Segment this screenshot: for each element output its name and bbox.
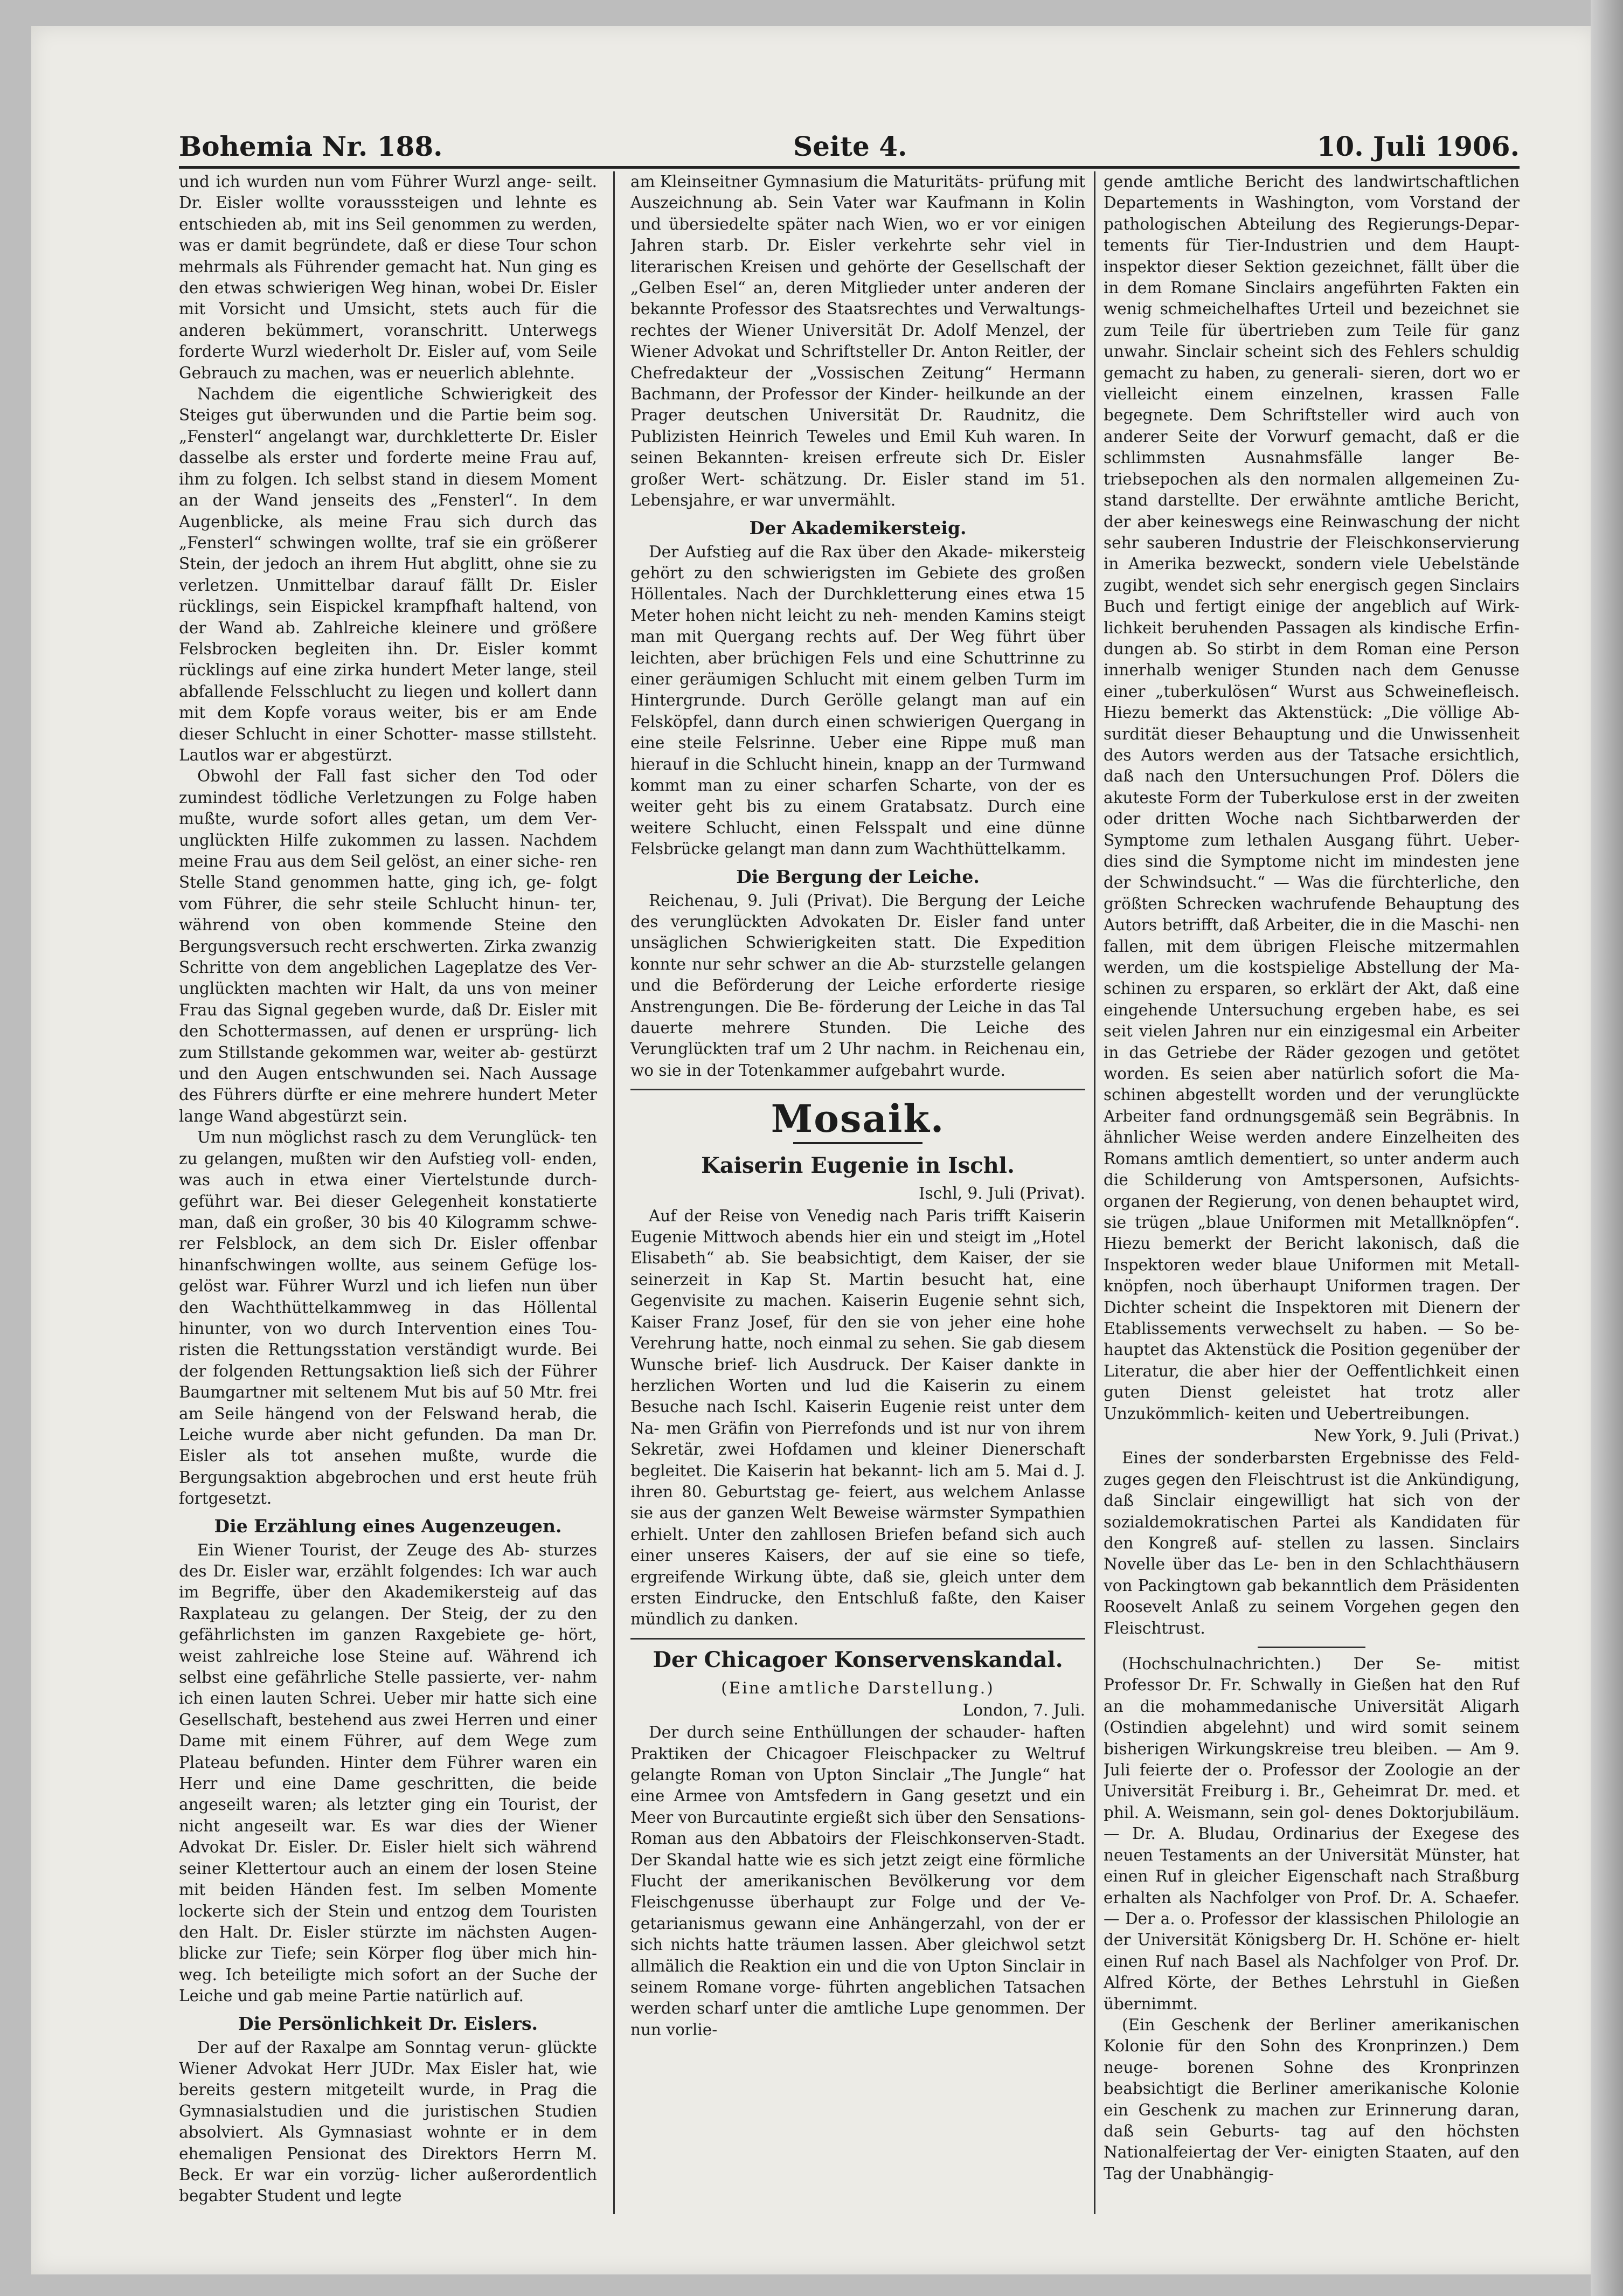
column-divider-2 — [1094, 171, 1095, 2214]
column-3 — [1104, 171, 1520, 2214]
paragraph: Auf der Reise von Venedig nach Paris trifft Kaiserin Eugenie Mittwoch abends hier ein und steigt im „Hotel Elisabeth“ ab. Sie beabsichtigt, dem Kaiser, der sie seinerzeit in Kap St. Martin besucht hat, eine Gegenvisite zu machen. Kaiserin Eugenie sehnt sich, Kaiser Franz Josef, für den sie von jeher eine hohe Verehrung hatte, noch einmal zu sehen. Sie gab diesem Wunsche brief- lich Ausdruck. Der Kaiser dankte in herzlichen Worten und lud die Kaiserin zu einem Besuche nach Ischl. Kaiserin Eugenie reist unter dem Na- men Gräfin von Pierrefonds und ist nur von ihrem Sekretär, zwei Hofdamen und kleiner Dienerschaft begleitet. Die Kaiserin hat bekannt- lich am 5. Mai d. J. ihren 80. Geburtstag ge- feiert, aus welchem Anlasse sie aus der ganzen Welt Beweise wärmster Sympathien erhielt. Unter den zahllosen Briefen befand sich auch einer unseres Kaisers, der auf sie eine so tiefe, ergreifende Wirkung übte, daß sie, gleich unter dem ersten Eindrucke, den Entschluß faßte, den Kaiser mündlich zu danken. — [630, 1206, 1085, 1629]
dateline: New York, 9. Juli (Privat.) — [1314, 1426, 1520, 1445]
paragraph: (Ein Geschenk der Berliner amerikanischen Kolonie für den Sohn des Kronprinzen.) Dem neuge- borenen Sohne des Kronprinzen beabsichtigt die Berliner amerikanische Kolonie ein Geschenk zu machen zur Erinnerung daran, daß sein Geburts- tag auf den höchsten Nationalfeiertag der Ver- einigten Staaten, auf den Tag der Unabhängig- — [1104, 2015, 1520, 2183]
column-1 — [179, 171, 597, 2214]
paragraph: Um nun möglichst rasch zu dem Verunglück- ten zu gelangen, mußten wir den Aufstieg voll- enden, was auch in etwa einer Viertelstunde durch- geführt war. Bei dieser Gelegenheit konstatierte man, daß ein großer, 30 bis 40 Kilogramm schwe- rer Felsblock, an dem sich Dr. Eisler offenbar hinanfschwingen wollte, aus seinem Gefüge los- gelöst war. Führer Wurzl und ich liefen nun über den Wachthüttelkammweg in das Höllental hinunter, von wo durch Intervention eines Tou- risten die Rettungsstation verständigt wurde. Bei der folgenden Rettungsaktion ließ sich der Führer Baumgartner mit seltenem Mut bis auf 50 Mtr. frei am Seile hängend von der Felswand herab, die Leiche wurde aber nicht gefunden. Da man Dr. Eisler als tot ansehen mußte, wurde die Bergungsaktion abgebrochen und erst heute früh fortgesetzt. — [179, 1128, 597, 1508]
column-2 — [630, 171, 1085, 2214]
paragraph: Der Aufstieg auf die Rax über den Akade- mikersteig gehört zu den schwierigsten im Gebiete des großen Höllentales. Nach der Durchkletterung eines etwa 15 Meter hohen nicht leicht zu neh- menden Kamins steigt man mit Quergang rechts auf. Der Weg führt über leichten, aber brüchigen Fels und eine Schuttrinne zu einer geräumigen Schlucht mit einem gelben Turm im Hintergrunde. Durch Gerölle gelangt man auf ein Felsköpfel, dann durch einen schwierigen Quergang in eine steile Felsrinne. Ueber eine Rippe muß man hierauf in die Schlucht hinein, knapp an der Turmwand kommt man zu einer scharfen Scharte, von der es weiter geht bis zu einem Gratabsatz. Durch eine weitere Schlucht, einen Felsspalt und eine dünne Felsbrücke gelangt man dann zum Wachthüttelkamm. — [630, 542, 1085, 859]
article-rule — [630, 1638, 1085, 1640]
paragraph: Nachdem die eigentliche Schwierigkeit des Steiges gut überwunden und die Partie beim sog. „Fensterl“ angelangt war, durchkletterte Dr. Eisler dasselbe als erster und forderte meine Frau auf, ihm zu folgen. Ich selbst stand in diesem Moment an der Wand jenseits des „Fensterl“. In dem Augenblicke, als meine Frau sich durch das „Fensterl“ schwingen wollte, traf sie ein größerer Stein, der jedoch an ihrem Hut abglitt, ohne sie zu verletzen. Unmittelbar darauf fällt Dr. Eisler rücklings, sein Eispickel krampfhaft haltend, von der Wand ab. Zahlreiche kleinere und größere Felsbrocken begleiten ihn. Dr. Eisler kommt rücklings auf eine zirka hundert Meter lange, steil abfallende Felsschlucht zu liegen und kollert dann mit dem Kopfe voraus weiter, bis er am Ende dieser Schlucht in einer Schotter- masse stillsteht. Lautlos war er abgestürzt. — [179, 385, 597, 764]
paragraph: Reichenau, 9. Juli (Privat). Die Bergung der Leiche des verunglückten Advokaten Dr. Eisler fand unter unsäglichen Schwierigkeiten statt. Die Expedition konnte nur sehr schwer an die Ab- sturzstelle gelangen und die Beförderung der Leiche erforderte riesige Anstrengungen. Die Be- förderung der Leiche in das Tal dauerte mehrere Stunden. Die Leiche des Verunglückten traf um 2 Uhr nachm. in Reichenau ein, wo sie in der Totenkammer aufgebahrt wurde. — [630, 891, 1085, 1080]
article-subtitle: (Eine amtliche Darstellung.) — [721, 1678, 995, 1697]
subheading-bergung: Die Bergung der Leiche. — [736, 866, 980, 887]
header-paper-name: Bohemia Nr. 188. — [179, 130, 443, 162]
paragraph: (Hochschulnachrichten.) Der Se- mitist Professor Dr. Fr. Schwally in Gießen hat den Ruf an die mohammedanische Universität Aligarh (Ostindien abgelehnt) und wird somit seinem bisherigen Wirkungskreise treu bleiben. — Am 9. Juli feierte der o. Professor der Zoologie an der Universität Freiburg i. Br., Geheimrat Dr. med. et phil. A. Weismann, sein gol- denes Doktorjubiläum. — Dr. A. Bludau, Ordinarius der Exegese des neuen Testaments an der Universität Münster, hat einen Ruf in gleicher Eigenschaft nach Straßburg erhalten als Nachfolger von Prof. Dr. A. Schaefer. — Der a. o. Professor der klassischen Philologie an der Universität Königsberg Dr. H. Schöne er- hielt einen Ruf nach Basel als Nachfolger von Prof. Dr. Alfred Körte, der Bethes Lehrstuhl in Gießen übernimmt. — [1104, 1655, 1520, 2013]
section-title-mosaik: Mosaik. — [771, 1096, 945, 1142]
section-underline — [793, 1142, 923, 1144]
header-rule — [179, 166, 1520, 169]
header-page-number: Seite 4. — [793, 130, 907, 162]
subheading-akademikersteig: Der Akademikersteig. — [749, 517, 967, 538]
subheading-personality: Die Persönlichkeit Dr. Eislers. — [238, 2013, 538, 2034]
paragraph: Ein Wiener Tourist, der Zeuge des Ab- sturzes des Dr. Eisler war, erzählt folgendes: Ich war auch im Begriffe, über den Akademikersteig auf das Raxplateau zu gelangen. Der Steig, der zu den gefährlichsten im ganzen Raxgebiete ge- hört, weist zahlreiche lose Steine auf. Während ich selbst eine gefährliche Stelle passierte, ver- nahm ich einen lauten Schrei. Ueber mir hatte sich eine Gesellschaft, bestehend aus zwei Herren und einer Dame mit einem Führer, auf dem Wege zum Plateau befunden. Hinter dem Führer waren ein Herr und eine Dame geschritten, die beide angeseilt waren; als letzter ging ein Tourist, der nicht angeseilt war. Es war dies der Wiener Advokat Dr. Eisler. Dr. Eisler hielt sich während seiner Klettertour auch an einem der losen Steine mit beiden Händen fest. Im selben Momente lockerte sich der Stein und entzog dem Touristen den Halt. Dr. Eisler stürzte im nächsten Augen- blicke zur Tiefe; sein Körper flog über mich hin- weg. Ich beteiligte mich sofort an der Suche der Leiche und gab meine Partie natürlich auf. — [179, 1540, 597, 2005]
page-edge — [1591, 0, 1623, 2296]
paragraph: Der auf der Raxalpe am Sonntag verun- glückte Wiener Advokat Herr JUDr. Max Eisler hat, wie bereits gestern mitgeteilt wurde, in Prag die Gymnasialstudien und die juristischen Studien absolviert. Als Gymnasiast wohnte er in dem ehemaligen Pensionat des Direktors Herrn M. Beck. Er war ein vorzüg- licher außerordentlich begabter Student und legte — [179, 2038, 597, 2205]
paragraph: Eines der sonderbarsten Ergebnisse des Feld- zuges gegen den Fleischtrust ist die Ankündigung, daß Sinclair eingewilligt hat sich von der sozialdemokratischen Partei als Kandidaten für den Kongreß auf- stellen zu lassen. Sinclairs Novelle über das Le- ben in den Schlachthäusern von Packingtown gab bekanntlich dem Präsidenten Roosevelt Anlaß zu seinem Vorgehen gegen den Fleischtrust. — [1104, 1449, 1520, 1637]
column-divider-1 — [613, 171, 615, 2214]
header-date: 10. Juli 1906. — [1316, 130, 1520, 162]
article-title-eugenie: Kaiserin Eugenie in Ischl. — [701, 1153, 1015, 1179]
paragraph: gende amtliche Bericht des landwirtschaftlichen Departements in Washington, vom Vorstand der pathologischen Abteilung des Regierungs-Depar- tements für Tier-Industrien und dem Haupt- inspektor dieser Sektion gezeichnet, fällt über die in dem Romane Sinclairs angeführten Fakten ein wenig schmeichelhaftes Urteil und bezeichnet sie zum Teile für übertrieben zum Teile für ganz unwahr. Sinclair scheint sich des Fehlers schuldig gemacht zu haben, zu generali- sieren, dort wo er vielleicht einem einzelnen, krassen Falle begegnete. Dem Schriftsteller wird auch von anderer Seite der Vorwurf gemacht, daß er die schlimmsten Ausnahmsfälle langer Be- triebsepochen als den normalen allgemeinen Zu- stand darstellte. Der erwähnte amtliche Bericht, der aber keineswegs eine Reinwaschung der nicht sehr sauberen Industrie der Fleischkonservierung in Amerika bezweckt, sondern viele Uebelstände zugibt, wendet sich sehr energisch gegen Sinclairs Buch und fertigt einige der angeblich auf Wirk- lichkeit beruhenden Passagen als kindische Erfin- dungen ab. So stirbt in dem Roman eine Person innerhalb weniger Stunden nach dem Genusse einer „tuberkulösen“ Wurst aus Schweinefleisch. Hiezu bemerkt das Aktenstück: „Die völlige Ab- surdität dieser Behauptung und die Unwissenheit des Autors werden aus der Tatsache ersichtlich, daß nach den Untersuchungen Prof. Dölers die akuteste Form der Tuberkulose erst in der zweiten oder dritten Woche nach Sichtbarwerden der Symptome zum lethalen Ausgang führt. Ueber- dies sind die Symptome nicht im mindesten jene der Schwindsucht.“ — Was die fürchterliche, den größten Schrecken wachrufende Behauptung des Autors betrifft, daß Arbeiter, die in die Maschi- nen fallen, mit dem übrigen Fleische mitzermahlen werden, um die kostspielige Abstellung der Ma- schinen zu ersparen, so erklärt der Akt, daß eine eingehende Untersuchung ergeben habe, es sei seit vielen Jahren nur ein einzigesmal ein Arbeiter in das Getriebe der Räder gezogen und getötet worden. Es seien aber natürlich sofort die Ma- schinen abgestellt worden und der verunglückte Arbeiter fand ordnungsgemäß sein Begräbnis. In ähnlicher Weise werden andere Einzelheiten des Romans amtlich dementiert, so unter anderm auch die Schilderung von Amtspersonen, Aufsichts- organen der Regierung, von denen behauptet wird, sie trügen „blaue Uniformen mit Metallknöpfen“. Hiezu bemerkt der Bericht lakonisch, daß die Inspektoren weder blaue Uniformen mit Metall- knöpfen, noch überhaupt Uniformen tragen. Der Dichter scheint die Inspektoren mit Dienern der Etablissements verwechselt zu haben. — So be- hauptet das Aktenstück die Position gegenüber der Literatur, die aber hier der Oeffentlichkeit einen guten Dienst geleistet hat trotz aller Unzukömmlich- keiten und Uebertreibungen. — [1104, 172, 1520, 1423]
paragraph: Der durch seine Enthüllungen der schauder- haften Praktiken der Chicagoer Fleischpacker zu Weltruf gelangte Roman von Upton Sinclair „The Jungle“ hat eine Armee von Amtsfedern in Gang gesetzt und ein Meer von Burcautinte ergießt sich über den Sensations-Roman aus den Abbatoirs der Fleischkonserven-Stadt. Der Skandal hatte wie es sich jetzt zeigt eine förmliche Flucht der amerikanischen Bevölkerung vor dem Fleischgenusse überhaupt zur Folge und der Ve- getarianismus gewann eine Anhängerzahl, von der er sich nichts hatte träumen lassen. Aber gleichwol setzt allmälich die Reaktion ein und die von Upton Sinclair in seinem Romane vorge- führten angeblichen Tatsachen werden scharf unter die amtliche Lupe genommen. Der nun vorlie- — [630, 1723, 1085, 2039]
section-rule — [630, 1089, 1085, 1090]
paragraph: und ich wurden nun vom Führer Wurzl ange- seilt. Dr. Eisler wollte vorausssteigen und lehnte es entschieden ab, mit ins Seil genommen zu werden, was er damit begründete, daß er diese Tour schon mehrmals als Führender gemacht hat. Nun ging es den etwas schwierigen Weg hinan, wobei Dr. Eisler mit Vorsicht und Umsicht, stets auch für die anderen bekümmert, voranschritt. Unterwegs forderte Wurzl wiederholt Dr. Eisler auf, vom Seile Gebrauch zu machen, was er neuerlich ablehnte. — [179, 172, 597, 382]
dateline: Ischl, 9. Juli (Privat). — [919, 1184, 1085, 1203]
paragraph: Obwohl der Fall fast sicher den Tod oder zumindest tödliche Verletzungen zu Folge haben mußte, wurde sofort alles getan, um dem Ver- unglückten Hilfe zukommen zu lassen. Nachdem meine Frau aus dem Seil gelöst, an einer siche- ren Stelle Stand genommen hatte, ging ich, ge- folgt vom Führer, die sehr steile Schlucht hinun- ter, während von oben kommende Steine den Bergungsversuch recht erschwerten. Zirka zwanzig Schritte von dem angeblichen Lageplatze des Ver- unglückten machten wir Halt, da uns von meiner Frau das Signal gegeben wurde, daß Dr. Eisler mit den Schottermassen, auf denen er ursprüng- lich zum Stillstande gekommen war, weiter ab- gestürzt und den Augen entschwunden sei. Nach Aussage des Führers dürfte er eine mehrere hundert Meter lange Wand abgestürzt sein. — [179, 767, 597, 1125]
page-header — [179, 130, 1520, 163]
subheading-eyewitness: Die Erzählung eines Augenzeugen. — [214, 1515, 562, 1537]
dateline: London, 7. Juli. — [962, 1700, 1085, 1719]
article-rule — [1258, 1647, 1365, 1648]
paragraph: am Kleinseitner Gymnasium die Maturitäts- prüfung mit Auszeichnung ab. Sein Vater war Kaufmann in Kolin und übersiedelte später nach Wien, wo er vor einigen Jahren starb. Dr. Eisler verkehrte sehr viel in literarischen Kreisen und gehörte der Gesellschaft der „Gelben Esel“ an, deren Mitglieder unter anderen der bekannte Professor des Staatsrechtes und Verwaltungs- rechtes der Wiener Universität Dr. Adolf Menzel, der Wiener Advokat und Schriftsteller Dr. Anton Reitler, der Chefredakteur der „Vossischen Zeitung“ Hermann Bachmann, der Professor der Kinder- heilkunde an der Prager deutschen Universität Dr. Raudnitz, die Publizisten Heinrich Teweles und Emil Kuh waren. In seinen Bekannten- kreisen erfreute sich Dr. Eisler großer Wert- schätzung. Dr. Eisler stand im 51. Lebensjahre, er war unvermählt. — [630, 172, 1085, 510]
article-title-konservenskandal: Der Chicagoer Konservenskandal. — [653, 1647, 1063, 1672]
